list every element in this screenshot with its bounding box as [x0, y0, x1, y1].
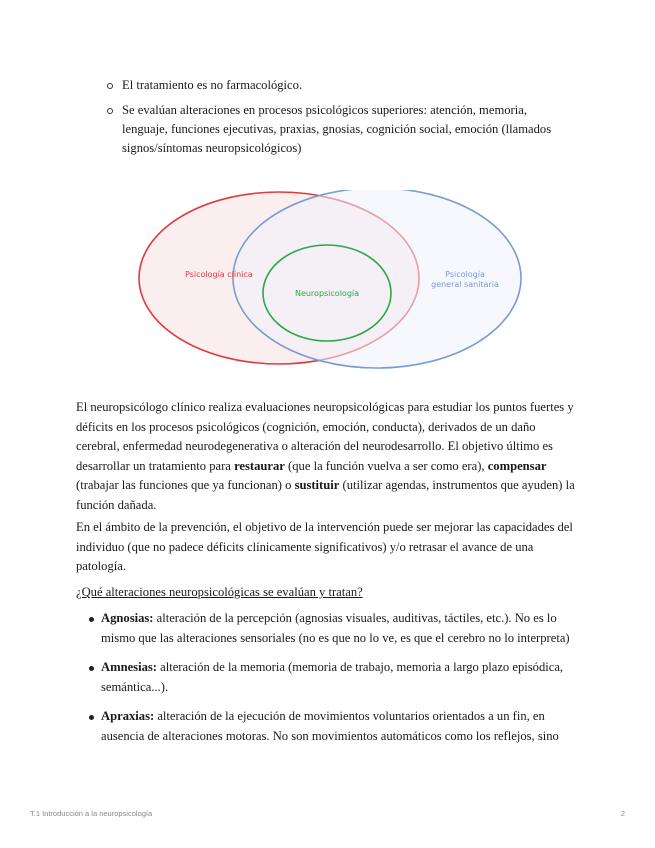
item-text: alteración de la memoria (memoria de trabajo, memoria a largo plazo episódica, semántica...).: [101, 660, 564, 694]
bold-term: Amnesias:: [101, 660, 157, 674]
bold-term: Apraxias:: [101, 709, 155, 723]
bold-term: compensar: [487, 458, 547, 473]
section-question: ¿Qué alteraciones neuropsicológicas se evalúan y tratan?: [76, 585, 363, 599]
item-text: alteración de la percepción (agnosias visuales, auditivas, táctiles, etc.). No es lo mismo que las alteraciones sensoriales (no es que no lo ve, es que el cerebro no lo interpreta): [101, 611, 570, 645]
sub-bullet-list: [104, 76, 574, 164]
text-span: (trabajar las funciones que ya funcionan) o: [76, 478, 295, 492]
page-number: 2: [620, 809, 625, 818]
alterations-list: [86, 609, 576, 756]
list-item: [86, 658, 576, 697]
list-item: El tratamiento es no farmacológico.: [104, 76, 574, 95]
footer-title: T.1 Introducción a la neuropsicología: [30, 809, 153, 818]
bold-term: sustituir: [294, 478, 340, 492]
general-health-psychology-ellipse: [233, 190, 521, 368]
item-text: alteración de la ejecución de movimientos voluntarios orientados a un fin, en ausencia de alteraciones motoras. No son movimientos automáticos como los reflejos, sino: [101, 709, 559, 743]
text-span: (que la función vuelva a ser como era),: [284, 458, 488, 473]
list-item: [86, 609, 576, 648]
general-health-psychology-label: Psicología: [445, 270, 485, 279]
venn-diagram: [135, 190, 525, 370]
paragraph-prevention: En el ámbito de la prevención, el objetivo de la intervención puede ser mejorar las capacidades del individuo (que no padece déficits clínicamente significativos) y/o retrasar el avance de una patología.: [76, 520, 573, 573]
text-span: (utilizar agendas, instrumentos que ayuden) la función dañada.: [76, 478, 575, 512]
bold-term: Agnosias:: [101, 611, 154, 625]
paragraph-neuropsychologist: [76, 398, 576, 515]
neuropsychology-label: Neuropsicología: [294, 289, 360, 298]
bold-term: restaurar: [234, 458, 285, 473]
clinical-psychology-label: Psicología clínica: [185, 270, 253, 279]
text-span: El neuropsicólogo clínico realiza evaluaciones neuropsicológicas para estudiar los puntos fuertes y déficits en los procesos psicológicos (cognición, emoción, conducta), derivados de un daño cerebral, enfermedad neurodegenerativa o alteración del neurodesarrollo. El objetivo último es desarrollar un tratamiento para: [76, 400, 574, 473]
list-item: [86, 707, 576, 746]
list-item: Se evalúan alteraciones en procesos psicológicos superiores: atención, memoria, lenguaje, funciones ejecutivas, praxias, gnosias, cognición social, emoción (llamados signos/síntomas neuropsicológicos): [104, 101, 574, 158]
general-health-psychology-label-line2: general sanitaria: [431, 280, 499, 289]
